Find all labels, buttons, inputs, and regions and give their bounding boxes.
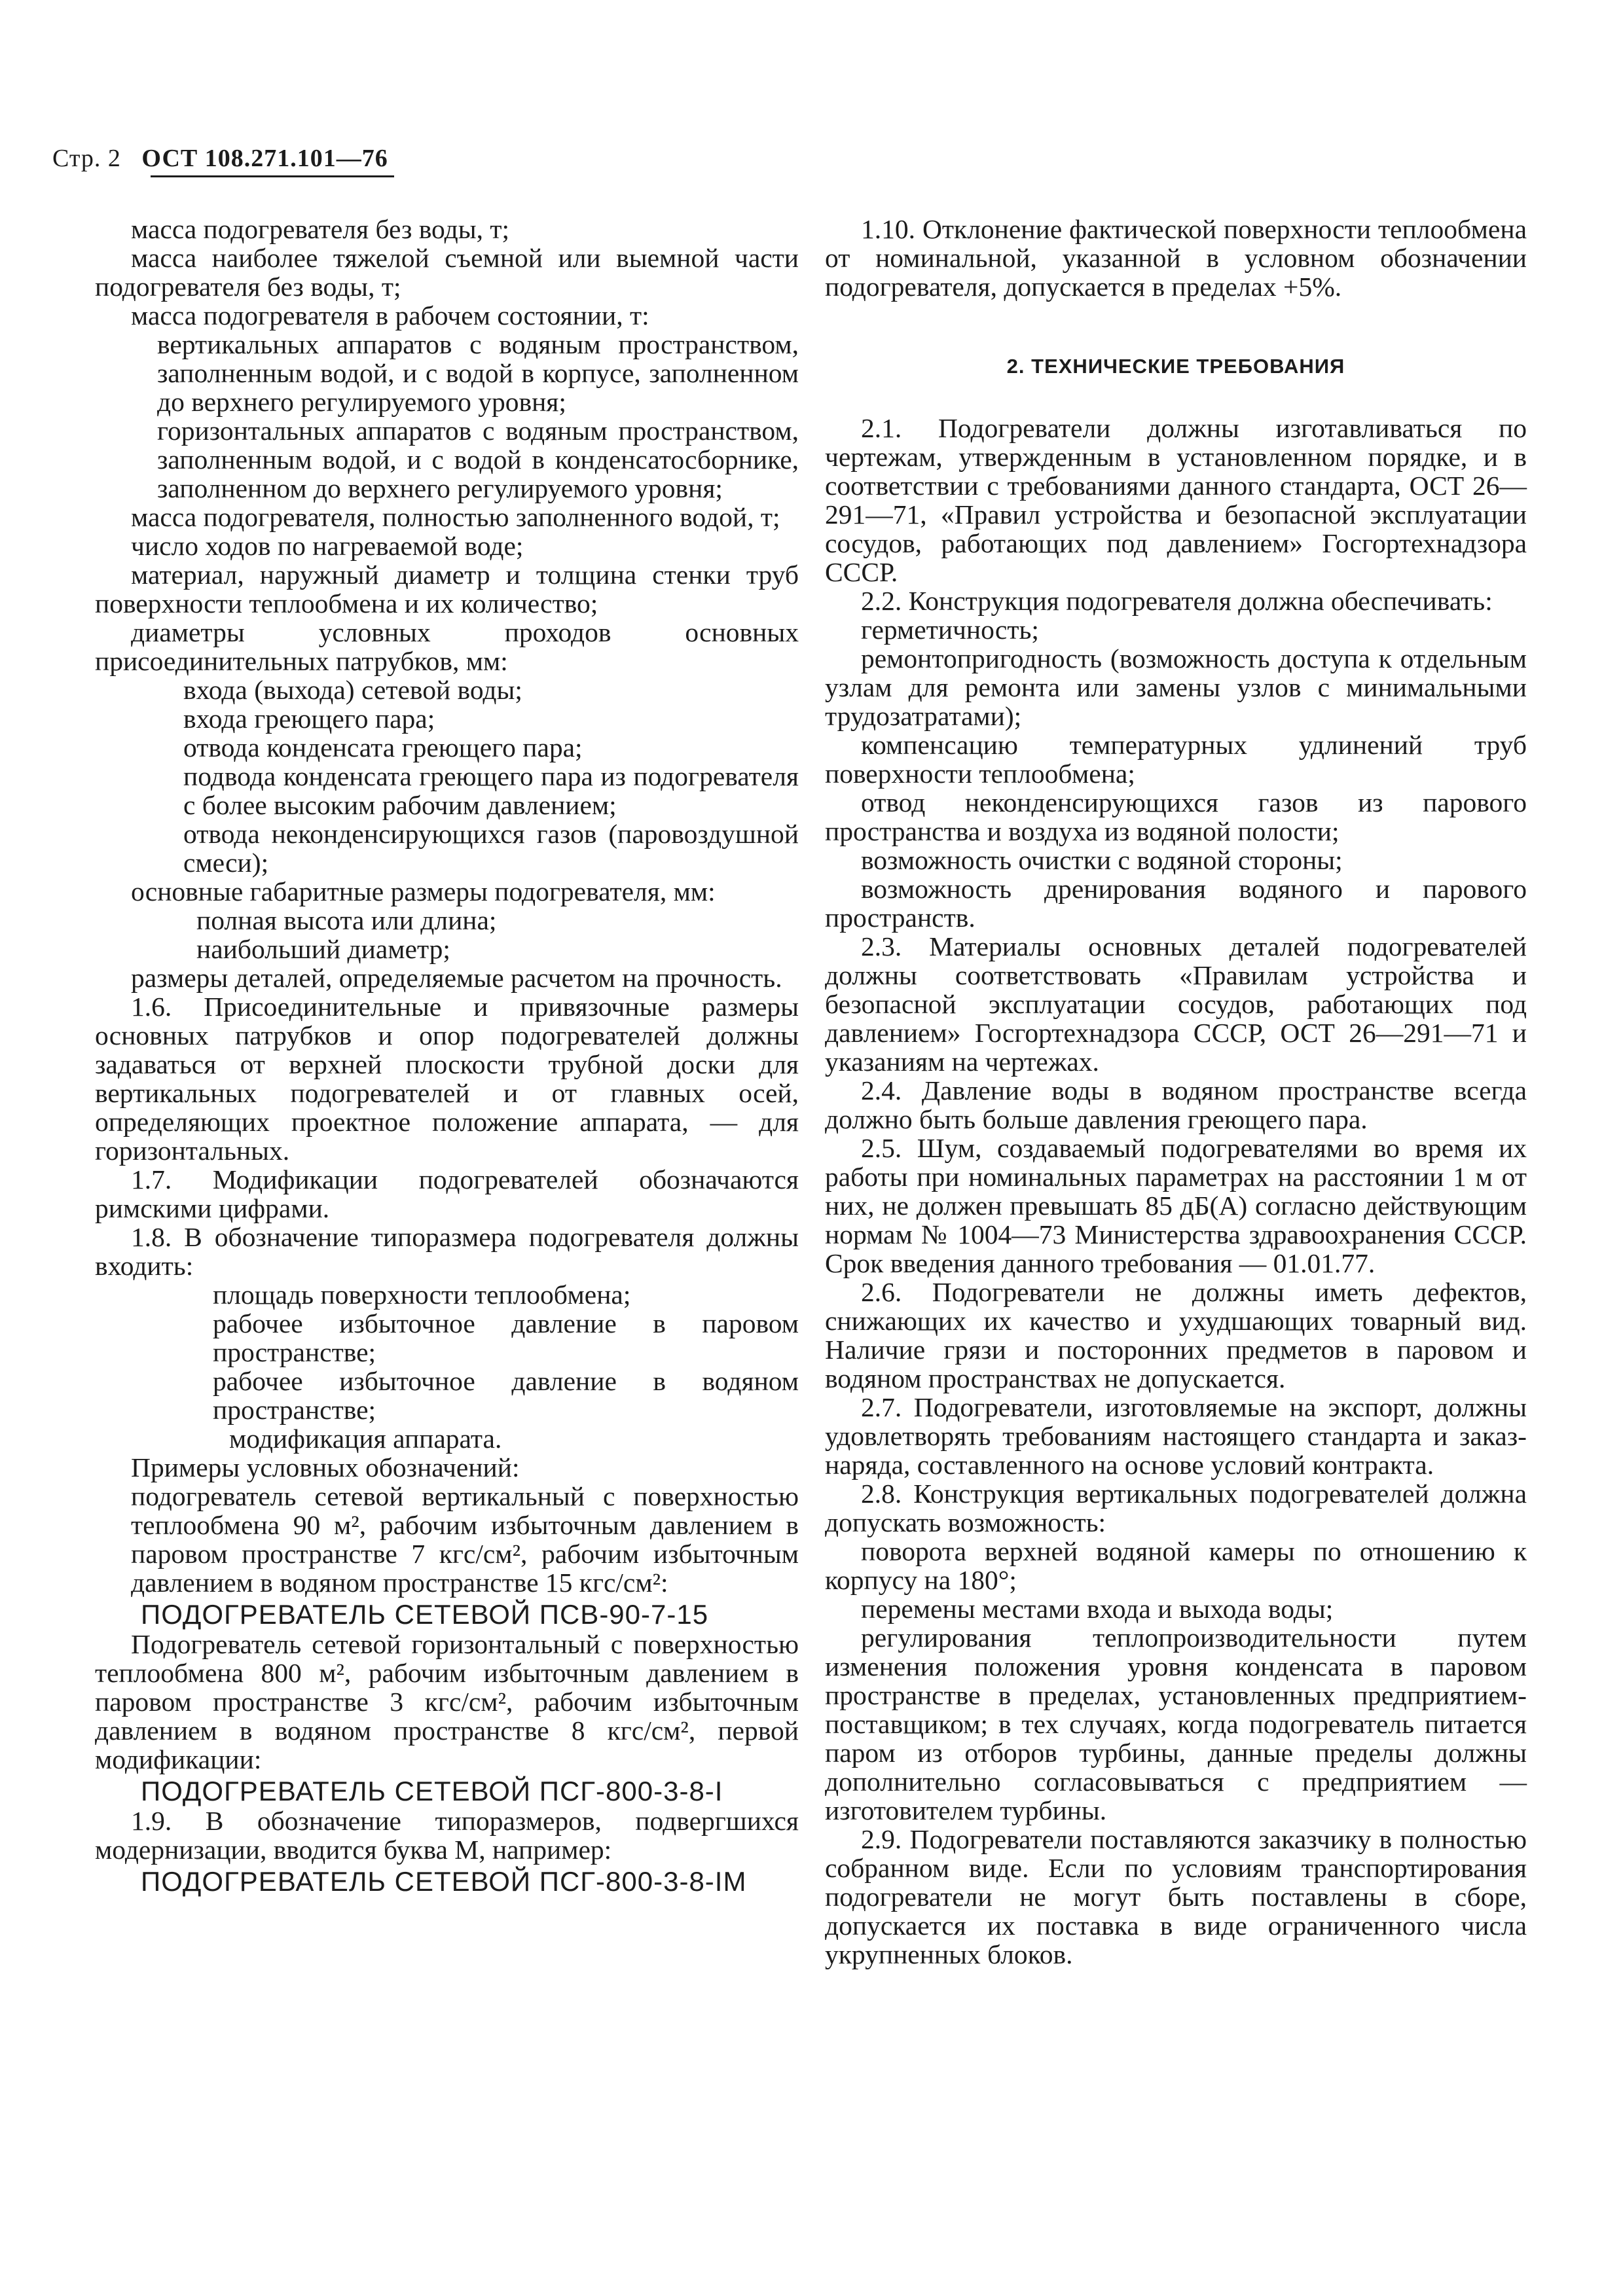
paragraph-1-6: 1.6. Присоединительные и привязочные размеры основных патрубков и опор подогревателей должны задаваться от верхней плоскости трубной доски для вертикальных подогревателей и от главных осей, определяющих проектное положение аппарата, — для горизонтальных. — [95, 992, 799, 1166]
right-column — [825, 215, 1527, 1969]
paragraph-1-7: 1.7. Модификации подогревателей обозначаются римскими цифрами. — [95, 1164, 799, 1223]
list-item: рабочее избыточное давление в паровом пространстве; — [213, 1308, 799, 1367]
list-item: подвода конденсата греющего пара из подогревателя с более высоким рабочим давлением; — [183, 761, 799, 820]
list-item: рабочее избыточное давление в водяном пространстве; — [213, 1366, 799, 1425]
list-item: ремонтопригодность (возможность доступа к отдельным узлам для ремонта или замены узлов с минимальными трудозатратами); — [825, 643, 1527, 731]
list-item: возможность дренирования водяного и парового пространств. — [825, 874, 1527, 933]
list-item: отвод неконденсирующихся газов из парового пространства и воздуха из водяной полости; — [825, 787, 1527, 846]
paragraph-2-1: 2.1. Подогреватели должны изготавливаться по чертежам, утвержденным в установленном порядке, и в соответствии с требованиями данного стандарта, ОСТ 26—291—71, «Правил устройства и безопасной эксплуатации сосудов, работающих под давлением» Госгортехнадзора СССР. — [825, 413, 1527, 587]
list-item: масса подогревателя в рабочем состоянии, т: — [131, 300, 649, 331]
paragraph-2-2: 2.2. Конструкция подогревателя должна обеспечивать: — [861, 586, 1493, 616]
paragraph-2-4: 2.4. Давление воды в водяном пространстве всегда должно быть больше давления греющего пара. — [825, 1075, 1527, 1134]
paragraph-1-10: 1.10. Отклонение фактической поверхности теплообмена от номинальной, указанной в условном обозначении подогревателя, допускается в пределах +5%. — [825, 214, 1527, 302]
list-item: полная высота или длина; — [196, 905, 497, 935]
header-underline — [151, 175, 394, 177]
list-item: материал, наружный диаметр и толщина стенки труб поверхности теплообмена и их количество; — [95, 560, 799, 619]
page-number: Стр. 2 — [52, 145, 121, 172]
section-heading: 2. ТЕХНИЧЕСКИЕ ТРЕБОВАНИЯ — [1006, 355, 1345, 378]
list-item: перемены местами входа и выхода воды; — [861, 1594, 1334, 1624]
list-item: масса подогревателя, полностью заполненного водой, т; — [131, 502, 780, 532]
list-item: регулирования теплопроизводительности путем изменения положения уровня конденсата в паровом пространстве в пределах, установленных предприятием-поставщиком; в тех случаях, когда подогреватель питается паром из отборов турбины, данные пределы должны дополнительно согласовываться с предприятием — изготовителем турбины. — [825, 1623, 1527, 1825]
example-text: подогреватель сетевой вертикальный с поверхностью теплообмена 90 м², рабочим избыточным давлением в паровом пространстве 7 кгс/см², рабочим избыточным давлением в водяном пространстве 15 кгс/см²: — [131, 1481, 799, 1598]
list-item: входа греющего пара; — [183, 704, 435, 734]
list-item: отвода конденсата греющего пара; — [183, 732, 583, 762]
list-item: размеры деталей, определяемые расчетом на прочность. — [131, 963, 782, 993]
paragraph-2-8: 2.8. Конструкция вертикальных подогревателей должна допускать возможность: — [825, 1479, 1527, 1537]
list-item: горизонтальных аппаратов с водяным пространством, заполненным водой, и с водой в конденсатосборнике, заполненном до верхнего регулируемого уровня; — [157, 416, 799, 503]
list-item: площадь поверхности теплообмена; — [213, 1280, 631, 1310]
standard-code: ОСТ 108.271.101—76 — [141, 145, 388, 172]
paragraph-2-3: 2.3. Материалы основных деталей подогревателей должны соответствовать «Правилам устройства и безопасной эксплуатации сосудов, работающих под давлением» Госгортехнадзора СССР, ОСТ 26—291—71 и указаниям на чертежах. — [825, 931, 1527, 1077]
paragraph-2-5: 2.5. Шум, создаваемый подогревателями во время их работы при номинальных параметрах на расстоянии 1 м от них, не должен превышать 85 дБ(А) согласно действующим нормам № 1004—73 Министерства здравоохранения СССР. Срок введения данного требования — 01.01.77. — [825, 1133, 1527, 1278]
left-column — [95, 215, 799, 1897]
example-text: Подогреватель сетевой горизонтальный с поверхностью теплообмена 800 м², рабочим избыточным давлением в паровом пространстве 3 кгс/см², рабочим избыточным давлением в водяном пространстве 8 кгс/см², первой модификации: — [95, 1629, 799, 1774]
page-header — [52, 143, 388, 174]
designation-example-1: ПОДОГРЕВАТЕЛЬ СЕТЕВОЙ ПСВ-90-7-15 — [141, 1599, 709, 1630]
list-item: возможность очистки с водяной стороны; — [861, 845, 1343, 875]
list-item: отвода неконденсирующихся газов (паровоздушной смеси); — [183, 819, 799, 878]
list-item: модификация аппарата. — [229, 1424, 502, 1454]
designation-example-3: ПОДОГРЕВАТЕЛЬ СЕТЕВОЙ ПСГ-800-3-8-IМ — [141, 1866, 747, 1897]
designation-example-2: ПОДОГРЕВАТЕЛЬ СЕТЕВОЙ ПСГ-800-3-8-I — [141, 1776, 723, 1806]
list-item: входа (выхода) сетевой воды; — [183, 675, 522, 705]
paragraph-2-6: 2.6. Подогреватели не должны иметь дефектов, снижающих их качество и ухудшающих товарный вид. Наличие грязи и посторонних предметов в паровом и водяном пространствах не допускается. — [825, 1277, 1527, 1393]
list-item: число ходов по нагреваемой воде; — [131, 531, 524, 561]
paragraph-1-9: 1.9. В обозначение типоразмеров, подвергшихся модернизации, вводится буква М, например: — [95, 1806, 799, 1865]
list-item: герметичность; — [861, 615, 1039, 645]
examples-heading: Примеры условных обозначений: — [131, 1452, 520, 1482]
list-item: масса наиболее тяжелой съемной или выемной части подогревателя без воды, т; — [95, 243, 799, 302]
list-item: компенсацию температурных удлинений труб поверхности теплообмена; — [825, 730, 1527, 789]
list-item: поворота верхней водяной камеры по отношению к корпусу на 180°; — [825, 1536, 1527, 1595]
paragraph-1-8: 1.8. В обозначение типоразмера подогревателя должны входить: — [95, 1222, 799, 1281]
list-item: диаметры условных проходов основных присоединительных патрубков, мм: — [95, 617, 799, 676]
list-item: вертикальных аппаратов с водяным пространством, заполненным водой, и с водой в корпусе, заполненном до верхнего регулируемого уровня; — [157, 329, 799, 417]
list-item: масса подогревателя без воды, т; — [131, 214, 510, 244]
paragraph-2-7: 2.7. Подогреватели, изготовляемые на экспорт, должны удовлетворять требованиям настоящего стандарта и заказ-наряда, составленного на основе условий контракта. — [825, 1392, 1527, 1480]
list-item: наибольший диаметр; — [196, 934, 450, 964]
paragraph-2-9: 2.9. Подогреватели поставляются заказчику в полностью собранном виде. Если по условиям транспортирования подогреватели не могут быть поставлены в сборе, допускается их поставка в виде ограниченного числа укрупненных блоков. — [825, 1824, 1527, 1969]
list-item: основные габаритные размеры подогревателя, мм: — [131, 876, 716, 906]
